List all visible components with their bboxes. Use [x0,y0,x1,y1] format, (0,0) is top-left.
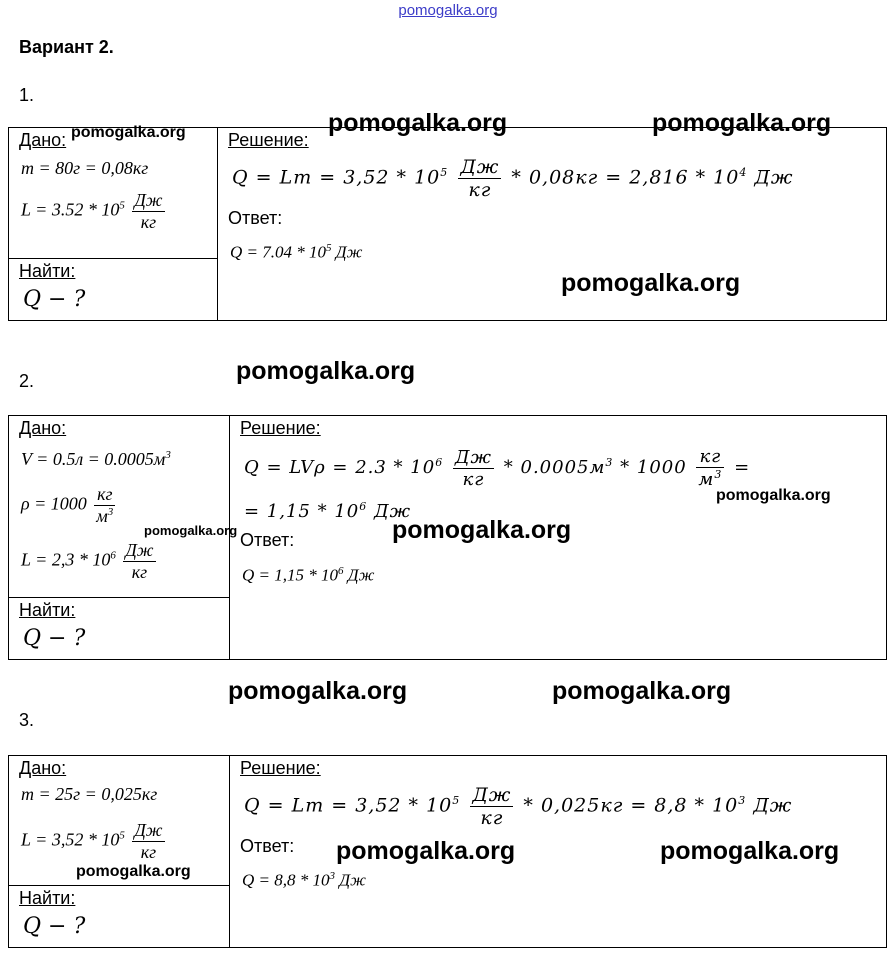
eq-line2-exp: 6 [359,500,368,513]
given-heat-text: L = 2,3 * 10 [21,549,111,570]
answer-unit: Дж [335,242,363,262]
answer-text: Q = 7.04 * 10 [230,242,326,262]
eq-unit: Дж [754,166,794,189]
solution-label: Решение: [240,758,321,778]
site-link[interactable]: pomogalka.org [398,2,498,19]
watermark: pomogalka.org [328,109,508,137]
watermark: pomogalka.org [336,837,516,865]
find-value: Q − ? [23,626,86,651]
fraction-den: кг [131,562,148,582]
answer-text: Q = 8,8 * 10 [242,870,330,890]
answer-label: Ответ: [240,836,295,856]
solution-equation [232,156,793,201]
solution-equation [244,784,792,829]
given-heat [21,190,168,233]
fraction-num: Дж [134,190,163,210]
solution-label: Решение: [240,418,321,438]
eq-right-exp: 4 [739,166,748,180]
unit-fraction [458,156,501,201]
given-label: Дано: [19,418,67,438]
eq-mid-exp: 3 [605,456,614,469]
fraction-num: Дж [460,156,500,178]
eq-right-exp: 3 [738,794,747,808]
unit-fraction [132,190,164,233]
find-value: Q − ? [23,287,86,312]
fraction-num: Дж [472,784,512,806]
eq-exp: 6 [435,456,444,469]
eq-right: * 0,025кг = 8,8 * 10 [523,794,739,817]
answer-exp: 5 [326,242,332,254]
fraction-den: кг [462,468,485,490]
given-volume-text: V = 0.5л = 0.0005м [21,449,166,469]
watermark: pomogalka.org [652,109,832,137]
eq-right: * 0,08кг = 2,816 * 10 [511,166,740,189]
given-heat-text: L = 3,52 * 10 [21,829,120,850]
given-heat-exp: 6 [110,549,116,562]
eq-line2-unit: Дж [373,501,412,522]
fraction-num: Дж [134,820,163,840]
problem-number: 1. [19,85,35,105]
given-density [21,484,118,527]
find-value: Q − ? [23,914,86,939]
eq-unit: Дж [753,794,793,817]
given-density-text: ρ = 1000 [21,493,87,514]
solution-line-2 [244,500,411,522]
fraction-den: кг [480,807,504,829]
fraction-num: Дж [454,446,493,468]
unit-fraction [94,484,115,527]
fraction-den-text: м [96,506,108,526]
find-cell [9,886,230,947]
fraction-den: кг [140,212,157,232]
watermark: pomogalka.org [228,677,408,705]
watermark: pomogalka.org [236,357,416,385]
eq-mid2: * 1000 [620,457,687,478]
unit-fraction [132,820,164,863]
answer-label: Ответ: [228,208,283,228]
watermark: pomogalka.org [76,863,191,880]
problem-number: 2. [19,371,35,391]
given-volume-exp: 3 [165,449,171,461]
answer-value [230,242,362,263]
given-label: Дано: [19,130,67,150]
watermark: pomogalka.org [392,516,572,544]
find-cell [9,598,230,659]
fraction-den: кг [468,179,492,201]
given-heat [21,820,168,863]
solution-equation [244,446,750,490]
problem-number: 3. [19,710,35,730]
eq-left: Q = Lm = 3,52 * 10 [244,794,453,817]
given-heat [21,540,159,583]
watermark: pomogalka.org [561,269,741,297]
fraction-den [94,506,115,527]
answer-unit: Дж [347,565,375,585]
find-cell [9,259,218,321]
unit-fraction [696,446,724,490]
eq-exp: 5 [452,794,461,808]
fraction-num: кг [94,484,115,506]
answer-exp: 3 [329,870,335,882]
given-mass: m = 25г = 0,025кг [21,784,158,804]
eq-mid: * 0.0005м [503,457,606,478]
eq-left: Q = Lm = 3,52 * 10 [232,166,441,189]
fraction-den-exp: 3 [107,506,114,518]
fraction-den-text: м [698,469,715,490]
given-volume [21,449,171,470]
fraction-den: кг [140,842,157,862]
given-mass: m = 80г = 0,08кг [21,158,149,178]
answer-label: Ответ: [240,530,295,550]
watermark: pomogalka.org [71,124,186,141]
given-cell [9,128,218,259]
find-label: Найти: [19,600,76,620]
unit-fraction [453,447,494,490]
given-heat-text: L = 3.52 * 10 [21,199,120,220]
answer-exp: 6 [338,565,344,577]
given-cell [9,416,230,598]
unit-fraction [470,784,513,829]
eq-left: Q = LVρ = 2.3 * 10 [244,457,436,478]
answer-value [242,565,374,586]
watermark: pomogalka.org [716,487,831,504]
answer-text: Q = 1,15 * 10 [242,565,338,585]
eq-end: = [734,457,751,478]
watermark: pomogalka.org [144,523,238,538]
watermark: pomogalka.org [660,837,840,865]
fraction-den-exp: 3 [714,468,723,481]
find-label: Найти: [19,888,76,908]
solution-cell [218,128,886,320]
fraction-num: кг [696,446,724,468]
given-heat-exp: 5 [119,829,125,842]
problem-1-table [8,127,887,321]
given-label: Дано: [19,758,67,778]
given-heat-exp: 5 [119,199,125,212]
find-label: Найти: [19,261,76,281]
answer-value [242,870,366,891]
eq-exp: 5 [440,166,449,180]
answer-unit: Дж [339,870,366,890]
variant-title: Вариант 2. [19,37,114,57]
unit-fraction [123,540,155,583]
solution-label: Решение: [228,130,309,150]
watermark: pomogalka.org [552,677,732,705]
fraction-num: Дж [125,540,154,560]
eq-line2: = 1,15 * 10 [244,501,360,522]
